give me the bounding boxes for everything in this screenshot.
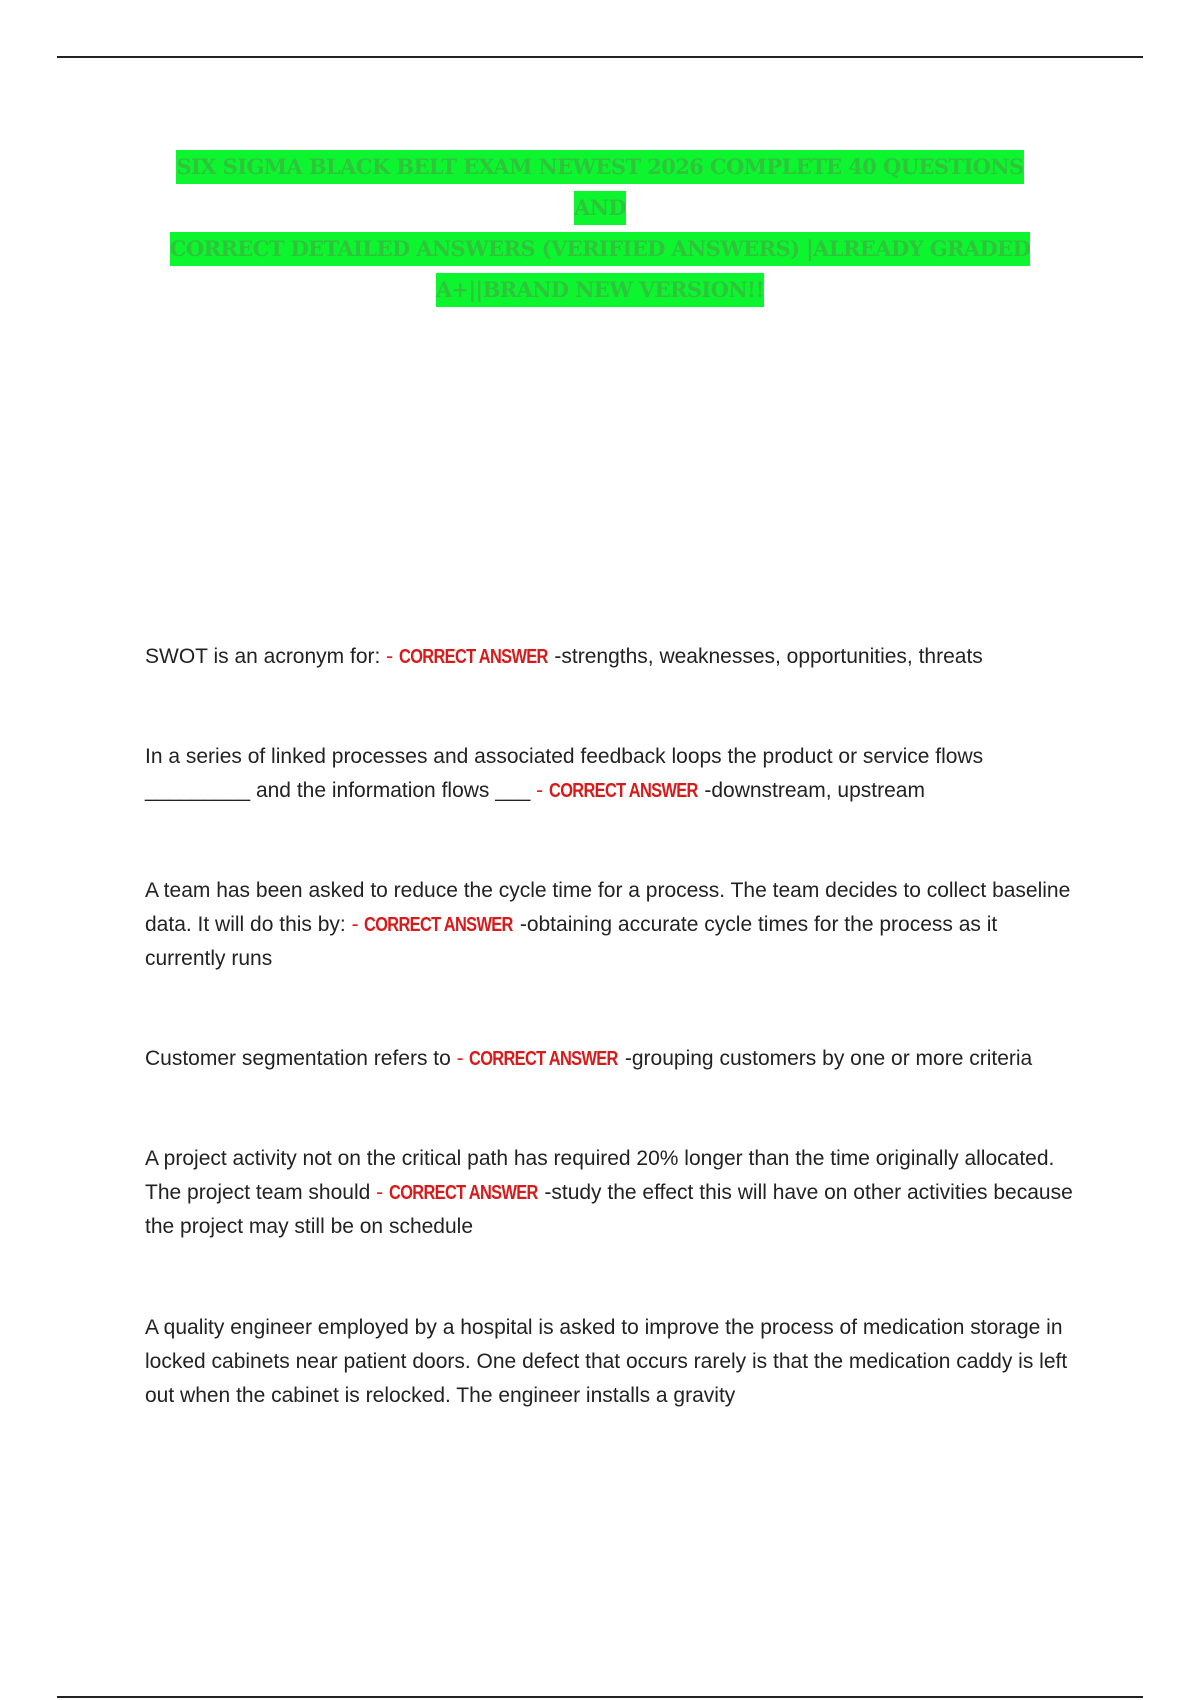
question-item bbox=[145, 640, 1080, 674]
question-item bbox=[145, 874, 1080, 976]
correct-answer-label: CORRECT ANSWER bbox=[399, 646, 548, 668]
answer-dash: - bbox=[704, 779, 712, 802]
answer-text: grouping customers by one or more criteria bbox=[631, 1047, 1033, 1070]
question-item bbox=[145, 1142, 1080, 1244]
answer-dash: - bbox=[519, 913, 527, 936]
question-list bbox=[145, 640, 1080, 1413]
title-line-2: CORRECT DETAILED ANSWERS (VERIFIED ANSWERS) |ALREADY GRADED bbox=[170, 232, 1030, 266]
answer-separator: - bbox=[345, 913, 365, 936]
bottom-rule bbox=[57, 1696, 1143, 1698]
answer-dash: - bbox=[624, 1047, 632, 1070]
answer-separator: - bbox=[450, 1047, 470, 1070]
title-line-1: SIX SIGMA BLACK BELT EXAM NEWEST 2026 COMPLETE 40 QUESTIONS AND bbox=[176, 150, 1023, 225]
title-line-3: A+||BRAND NEW VERSION!! bbox=[436, 273, 764, 307]
correct-answer-label: CORRECT ANSWER bbox=[364, 914, 514, 936]
answer-dash: - bbox=[554, 645, 562, 668]
answer-separator: - bbox=[530, 779, 549, 802]
question-text: A quality engineer employed by a hospital is asked to improve the process of medication storage in locked cabinets near patient doors. One defect that occurs rarely is that the medication caddy is left out when the cabinet is relocked. The engineer installs a gravity bbox=[145, 1316, 1068, 1407]
top-rule bbox=[57, 56, 1143, 58]
question-text: Customer segmentation refers to bbox=[145, 1047, 451, 1070]
answer-text: obtaining accurate cycle times for the process as it currently runs bbox=[145, 913, 998, 970]
answer-dash: - bbox=[544, 1181, 552, 1204]
question-text: SWOT is an acronym for: bbox=[145, 645, 381, 668]
question-item bbox=[145, 740, 1080, 808]
correct-answer-label: CORRECT ANSWER bbox=[548, 780, 698, 802]
question-item bbox=[145, 1042, 1080, 1076]
answer-separator: - bbox=[370, 1181, 389, 1204]
answer-separator: - bbox=[380, 645, 400, 668]
question-text: In a series of linked processes and associated feedback loops the product or service flows _________ and the information flows ___ bbox=[145, 745, 984, 802]
answer-text: strengths, weaknesses, opportunities, threats bbox=[561, 645, 983, 668]
answer-text: downstream, upstream bbox=[711, 779, 925, 802]
answer-text: study the effect this will have on other activities because the project may still be on schedule bbox=[145, 1181, 1073, 1238]
correct-answer-label: CORRECT ANSWER bbox=[469, 1048, 619, 1070]
question-text: A project activity not on the critical path has required 20% longer than the time originally allocated. The project team should bbox=[145, 1147, 1055, 1204]
correct-answer-label: CORRECT ANSWER bbox=[388, 1182, 538, 1204]
question-item bbox=[145, 1311, 1080, 1413]
question-text: A team has been asked to reduce the cycle time for a process. The team decides to collect baseline data. It will do this by: bbox=[145, 879, 1071, 936]
document-title bbox=[150, 146, 1050, 310]
